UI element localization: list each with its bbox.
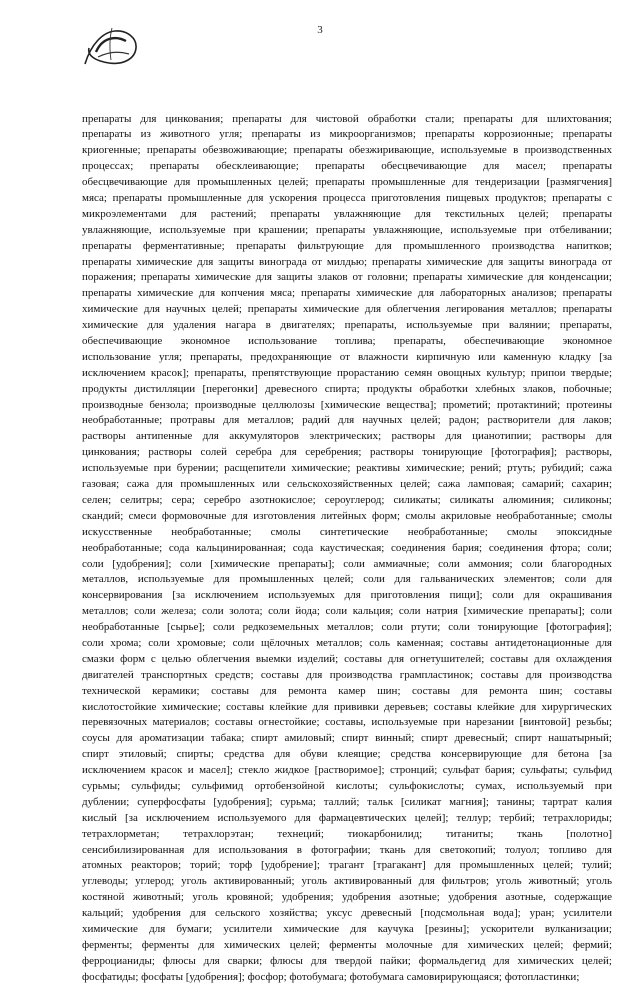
text-line: фосфатиды; фосфаты [удобрения]; фосфор; фотобумага; фотобумага самовирирующаяся; фотопластинки; xyxy=(82,970,580,983)
text-line xyxy=(82,80,612,96)
text-line: необработанные [сырье]; соли редкоземельных металлов; соли ртути; соли тонирующие [фотография]; xyxy=(82,621,612,634)
text-line: сенсибилизированная для использования в фотографии; ткань для светокопий; толуол; топливо для xyxy=(82,843,612,856)
text-line: микроэлементами для растений; препараты увлажняющие для текстильных целей; препараты xyxy=(82,207,612,220)
text-line: ферроцианиды; флюсы для сварки; флюсы для твердой пайки; формальдегид для химических целей; xyxy=(82,954,612,967)
text-line: углеводы; углерод; уголь активированный; уголь активированный для фильтров; уголь животный; уголь xyxy=(82,875,612,888)
text-line: необработанные; протравы для металлов; радий для научных целей; радон; растворители для лаков; xyxy=(82,414,612,427)
text-line: газовая; сажа для промышленных или сельскохозяйственных целей; сажа ламповая; самарий; сахарин; xyxy=(82,478,612,491)
text-line: селен; селитры; сера; серебро азотнокислое; сероуглерод; силикаты; силикаты алюминия; силиконы; xyxy=(82,493,612,506)
text-line: исключением красок и масел]; стекло жидкое [растворимое]; стронций; сульфат бария; сульфаты; сульфид xyxy=(82,764,612,777)
text-line: исключением красок]; препараты, препятствующие прорастанию семян овощных культур; припои твердые; xyxy=(82,366,612,379)
text-line: поражения; препараты химические для защиты злаков от головни; препараты химические для конденсации; xyxy=(82,271,612,284)
text-line: химические для бумаги; усилители химические для каучука [резины]; ускорители вулканизации; xyxy=(82,922,612,935)
text-line: обесцвечивающие для промышленных целей; препараты промышленные для тендеризации [размягчения] xyxy=(82,176,612,189)
text-line: продукты дистилляции [перегонки] древесного спирта; продукты обработки хлебных злаков, побочные; xyxy=(82,382,612,395)
text-line: растворы антипенные для аккумуляторов электрических; растворы для цианотипии; растворы для xyxy=(82,430,612,443)
text-line: производные бензола; производные целлюлозы [химические вещества]; прометий; протактиний; протеины xyxy=(82,398,612,411)
text-line: смазки форм с целью облегчения выемки изделий; составы для огнетушителей; составы для охлаждения xyxy=(82,652,612,665)
text-line: увлажняющие, используемые при крашении; препараты увлажняющие, используемые при отбеливании; xyxy=(82,223,612,236)
document-text xyxy=(82,48,612,986)
text-line: кислый [за исключением используемого для фармацевтических целей]; теллур; тербий; тетрахлориды; xyxy=(82,811,612,824)
text-line: препараты химические для защиты винограда от милдью; препараты химические для защиты винограда от xyxy=(82,255,612,268)
text-line: металлов, используемые для промышленных целей; соли для гальванических элементов; соли для xyxy=(82,573,612,586)
text-line: химические для удаления нагара в двигателях; препараты, используемые при валянии; препараты, xyxy=(82,319,612,332)
text-line: ферменты; ферменты для химических целей; ферменты молочные для химических целей; фермий; xyxy=(82,938,612,951)
text-line: костяной животный; уголь кровяной; удобрения; удобрения азотные; удобрения азотные, содержащие xyxy=(82,891,612,904)
text-line: кислотостойкие химические; составы клейкие для прививки деревьев; составы клейкие для хирургических xyxy=(82,700,612,713)
text-line: кальций; удобрения для сельского хозяйства; уксус древесный [подсмольная вода]; уран; усилители xyxy=(82,907,612,920)
text-line: препараты химические для копчения мяса; препараты химические для лабораторных анализов; препараты xyxy=(82,287,612,300)
text-line xyxy=(82,64,612,80)
text-line: использование угля; препараты, предохраняющие от влажности кирпичную или каменную кладку [за xyxy=(82,350,612,363)
page-number: 3 xyxy=(317,24,323,36)
text-line: препараты ферментативные; препараты фильтрующие для промышленного производства напитков; xyxy=(82,239,612,252)
text-line: технической керамики; составы для ремонта камер шин; составы для ремонта шин; составы xyxy=(82,684,612,697)
text-line: соусы для ароматизации табака; спирт амиловый; спирт винный; спирт древесный; спирт нашатырный; xyxy=(82,732,612,745)
text-line xyxy=(82,96,612,112)
text-line xyxy=(82,48,612,64)
text-line: искусственные необработанные; смолы синтетические необработанные; смолы эпоксидные xyxy=(82,525,612,538)
text-line: перевязочных материалов; составы огнестойкие; составы, используемые при нарезании [винтовой] резьбы; xyxy=(82,716,612,729)
text-line: препараты из животного угля; препараты из микроорганизмов; препараты коррозионные; препараты xyxy=(82,128,612,141)
text-line: консервирования [за исключением используемых для приготовления пищи]; соли для окрашивания xyxy=(82,589,612,602)
text-line: дублении; суперфосфаты [удобрения]; сурьма; таллий; тальк [силикат магния]; танины; тартрат калия xyxy=(82,795,612,808)
text-line: соли [удобрения]; соли [химические препараты]; соли аммиачные; соли аммония; соли благородных xyxy=(82,557,612,570)
text-line: процессах; препараты обесклеивающие; препараты обесцвечивающие для масел; препараты xyxy=(82,160,612,173)
text-line: металлов; соли железа; соли золота; соли йода; соли кальция; соли натрия [химические препараты]; соли xyxy=(82,605,612,618)
text-line: сурьмы; сульфиды; сульфимид ортобензойной кислоты; сульфокислоты; сумах, используемый при xyxy=(82,779,612,792)
text-line: химические для научных целей; препараты химические для облегчения легирования металлов; препараты xyxy=(82,303,612,316)
text-line: мяса; препараты промышленные для ускорения процесса приготовления пищевых продуктов; препараты с xyxy=(82,192,612,205)
text-line: криогенные; препараты обезвоживающие; препараты обезжиривающие, используемые в производственных xyxy=(82,144,612,157)
text-line: спирт этиловый; спирты; средства для обуви клеящие; средства консервирующие для бетона [за xyxy=(82,748,612,761)
text-line: скандий; смеси формовочные для изготовления литейных форм; смолы акриловые необработанные; смолы xyxy=(82,509,612,522)
text-line: обеспечивающие экономное использование топлива; препараты, обеспечивающие экономное xyxy=(82,335,612,348)
text-line: соли хрома; соли хромовые; соли щёлочных металлов; соль каменная; составы антидетонационные для xyxy=(82,636,612,649)
text-line: атомных реакторов; торий; торф [удобрение]; трагант [трагакант] для промышленных целей; тулий; xyxy=(82,859,612,872)
text-line: тетрахлорметан; тетрахлорэтан; технеций; тиокарбонилид; титаниты; ткань [полотно] xyxy=(82,827,612,840)
text-line: необработанные; сода кальцинированная; сода каустическая; соединения бария; соединения фтора; соли; xyxy=(82,541,612,554)
text-line: цинкования; растворы солей серебра для серебрения; растворы тонирующие [фотография]; растворы, xyxy=(82,446,612,459)
text-line: используемые при бурении; расщепители химические; реактивы химические; рений; ртуть; рубидий; сажа xyxy=(82,462,612,475)
text-line: препараты для цинкования; препараты для чистовой обработки стали; препараты для шлихтования; xyxy=(82,112,612,125)
text-line: двигателей транспортных средств; составы для производства грампластинок; составы для производства xyxy=(82,668,612,681)
